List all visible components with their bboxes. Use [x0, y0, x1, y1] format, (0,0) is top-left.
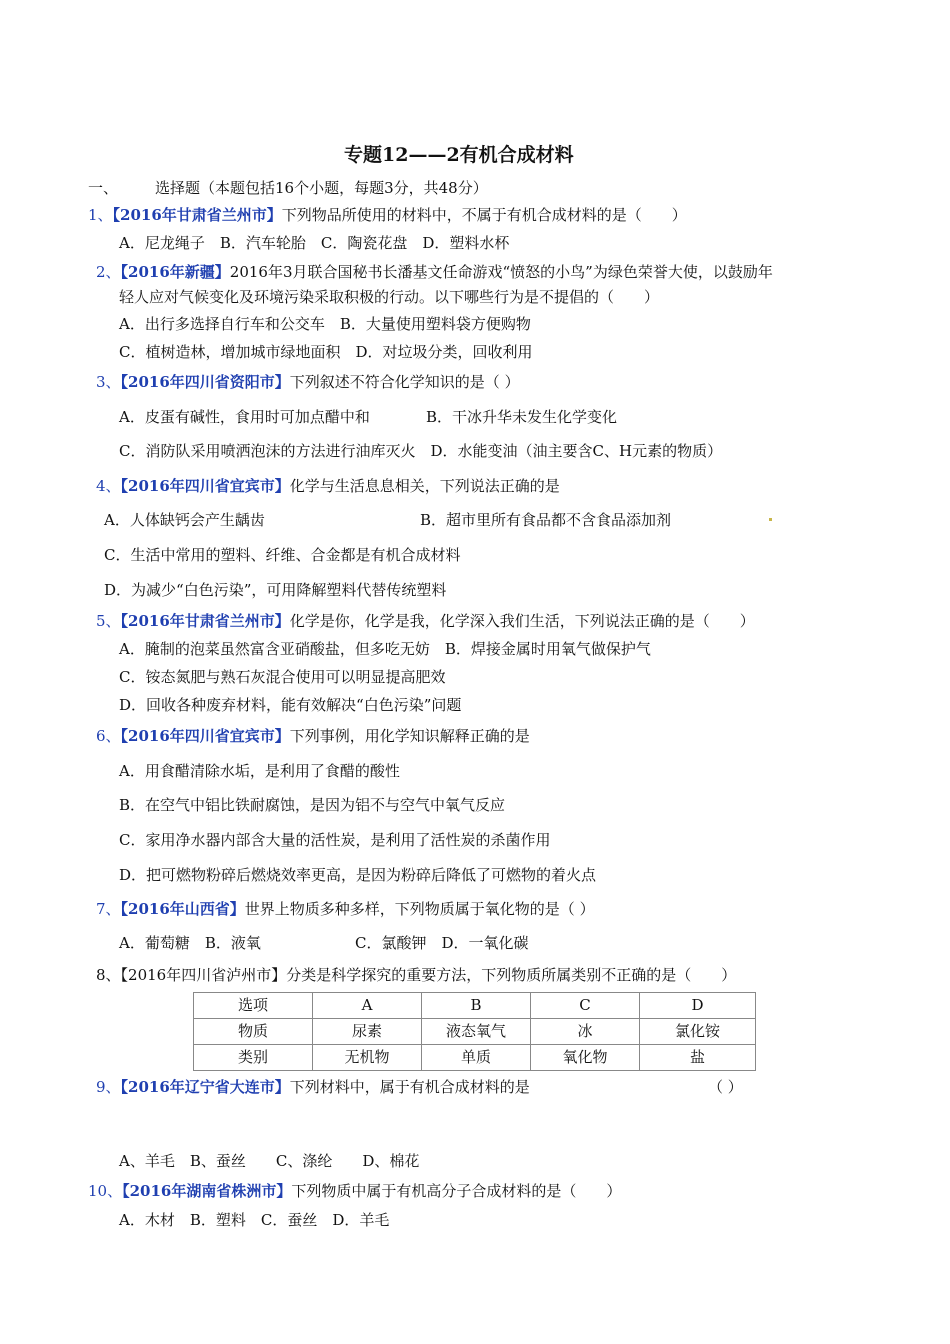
- question-4-option-b: B．超市里所有食品都不含食品添加剂: [420, 511, 672, 529]
- question-source: 【2016年山西省】: [120, 900, 245, 918]
- question-stem: 下列叙述不符合化学知识的是（ ）: [289, 373, 520, 391]
- question-number: 6、: [96, 727, 121, 745]
- question-9-options: A、羊毛 B、蚕丝 C、涤纶 D、棉花: [119, 1152, 420, 1170]
- question-6-option-a: A．用食醋清除水垢，是利用了食醋的酸性: [119, 762, 400, 780]
- question-number: 8、: [96, 966, 121, 984]
- table-cell: B: [422, 993, 531, 1019]
- question-6-option-d: D．把可燃物粉碎后燃烧效率更高，是因为粉碎后降低了可燃物的着火点: [119, 866, 597, 884]
- question-number: 2、: [96, 263, 121, 281]
- table-cell: 氯化铵: [640, 1019, 756, 1045]
- question-stem: 下列物质中属于有机高分子合成材料的是（ ）: [291, 1182, 622, 1200]
- table-cell: 物质: [194, 1019, 313, 1045]
- question-4-option-d: D．为减少“白色污染”，可用降解塑料代替传统塑料: [104, 581, 447, 599]
- question-source: 【2016年四川省泸州市】: [120, 966, 287, 984]
- table-row: [194, 1045, 756, 1071]
- question-number: 4、: [96, 477, 121, 495]
- table-cell: D: [640, 993, 756, 1019]
- question-source: 【2016年湖南省株洲市】: [122, 1182, 292, 1200]
- question-number: 5、: [96, 612, 121, 630]
- table-cell: 氧化物: [531, 1045, 640, 1071]
- question-source: 【2016年四川省资阳市】: [120, 373, 290, 391]
- table-row: [194, 1019, 756, 1045]
- question-2-stem-cont: 轻人应对气候变化及环境污染采取积极的行动。以下哪些行为是不提倡的（ ）: [119, 288, 660, 306]
- question-source: 【2016年四川省宜宾市】: [120, 477, 290, 495]
- question-6-option-c: C．家用净水器内部含大量的活性炭，是利用了活性炭的杀菌作用: [119, 831, 551, 849]
- table-cell: 盐: [640, 1045, 756, 1071]
- question-7: [96, 899, 595, 919]
- question-stem: 化学是你，化学是我，化学深入我们生活，下列说法正确的是（ ）: [289, 612, 755, 630]
- question-source: 【2016年辽宁省大连市】: [120, 1078, 290, 1096]
- question-stem: 2016年3月联合国秘书长潘基文任命游戏“愤怒的小鸟”为绿色荣誉大使，以鼓励年: [229, 263, 773, 281]
- question-5-options-1: A．腌制的泡菜虽然富含亚硝酸盐，但多吃无妨 B．焊接金属时用氧气做保护气: [119, 640, 651, 658]
- question-9-answer-paren: （ ）: [708, 1078, 743, 1096]
- question-source: 【2016年甘肃省兰州市】: [112, 206, 282, 224]
- section-heading: 选择题（本题包括16个小题，每题3分，共48分）: [155, 179, 488, 197]
- question-10: [88, 1181, 621, 1201]
- question-2: [96, 262, 773, 282]
- table-cell: 冰: [531, 1019, 640, 1045]
- table-cell: C: [531, 993, 640, 1019]
- table-cell: 尿素: [313, 1019, 422, 1045]
- question-1-options: A．尼龙绳子 B．汽车轮胎 C．陶瓷花盘 D．塑料水杯: [119, 234, 510, 252]
- question-4-option-c: C．生活中常用的塑料、纤维、合金都是有机合成材料: [104, 546, 461, 564]
- table-cell: 选项: [194, 993, 313, 1019]
- table-cell: A: [313, 993, 422, 1019]
- question-number: 1、: [88, 206, 113, 224]
- question-3-options-cd: C．消防队采用喷洒泡沫的方法进行油库灭火 D．水能变油（油主要含C、H元素的物质）: [119, 442, 723, 460]
- question-7-options-ab: A．葡萄糖 B．液氧: [119, 934, 261, 952]
- question-1: [88, 205, 687, 225]
- stray-dot: [769, 518, 772, 521]
- question-stem: 下列事例，用化学知识解释正确的是: [289, 727, 530, 745]
- question-8-table: [193, 992, 756, 1071]
- question-7-options-cd: C．氯酸钾 D．一氧化碳: [355, 934, 529, 952]
- question-10-options: A．木材 B．塑料 C．蚕丝 D．羊毛: [119, 1211, 390, 1229]
- question-stem: 化学与生活息息相关，下列说法正确的是: [289, 477, 560, 495]
- table-row: [194, 993, 756, 1019]
- question-4: [96, 476, 560, 496]
- question-5: [96, 611, 755, 631]
- page-title: 专题12——2有机合成材料: [344, 144, 574, 166]
- question-5-options-2: C．铵态氮肥与熟石灰混合使用可以明显提高肥效: [119, 668, 446, 686]
- question-stem: 下列物品所使用的材料中，不属于有机合成材料的是（ ）: [281, 206, 687, 224]
- question-5-options-3: D．回收各种废弃材料，能有效解决“白色污染”问题: [119, 696, 462, 714]
- question-8: [96, 965, 736, 985]
- question-source: 【2016年新疆】: [120, 263, 230, 281]
- table-cell: 类别: [194, 1045, 313, 1071]
- question-9: [96, 1077, 530, 1097]
- table-cell: 液态氧气: [422, 1019, 531, 1045]
- table-cell: 单质: [422, 1045, 531, 1071]
- question-3-option-a: A．皮蛋有碱性，食用时可加点醋中和: [119, 408, 370, 426]
- question-stem: 分类是科学探究的重要方法，下列物质所属类别不正确的是（ ）: [286, 966, 737, 984]
- question-number: 3、: [96, 373, 121, 391]
- question-stem: 世界上物质多种多样，下列物质属于氧化物的是（ ）: [244, 900, 595, 918]
- question-stem: 下列材料中，属于有机合成材料的是: [289, 1078, 530, 1096]
- question-2-options-1: A．出行多选择自行车和公交车 B．大量使用塑料袋方便购物: [119, 315, 531, 333]
- question-3: [96, 372, 520, 392]
- question-4-option-a: A．人体缺钙会产生龋齿: [104, 511, 265, 529]
- question-source: 【2016年四川省宜宾市】: [120, 727, 290, 745]
- question-number: 9、: [96, 1078, 121, 1096]
- table-cell: 无机物: [313, 1045, 422, 1071]
- question-number: 7、: [96, 900, 121, 918]
- section-number: 一、: [88, 179, 119, 197]
- question-3-option-b: B．干冰升华未发生化学变化: [426, 408, 618, 426]
- question-2-options-2: C．植树造林，增加城市绿地面积 D．对垃圾分类，回收利用: [119, 343, 533, 361]
- question-number: 10、: [88, 1182, 123, 1200]
- question-6-option-b: B．在空气中铝比铁耐腐蚀，是因为铝不与空气中氧气反应: [119, 796, 506, 814]
- question-source: 【2016年甘肃省兰州市】: [120, 612, 290, 630]
- question-6: [96, 726, 530, 746]
